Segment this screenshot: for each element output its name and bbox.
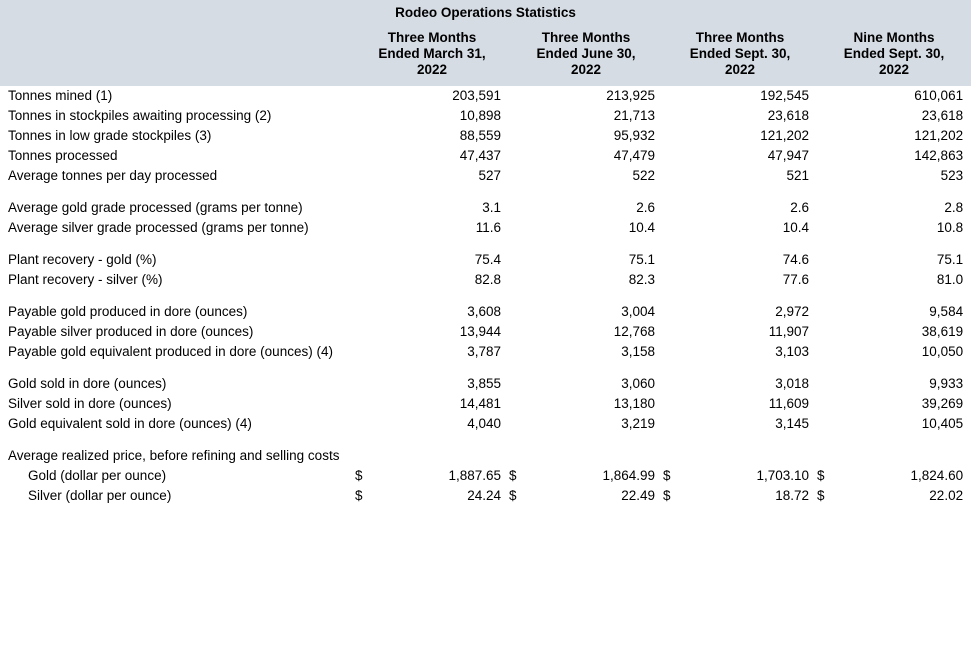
row-label: Silver (dollar per ounce) <box>28 488 172 503</box>
row-label: Gold sold in dore (ounces) <box>8 376 167 391</box>
currency-symbol-4 <box>817 198 835 218</box>
cell-value-1 <box>373 446 509 466</box>
currency-symbol-4 <box>817 290 835 302</box>
cell-value-2: 95,932 <box>613 128 655 143</box>
cell-value-2: 213,925 <box>606 88 655 103</box>
table-row <box>0 218 971 238</box>
cell-value-4: 121,202 <box>914 128 964 143</box>
table-row <box>0 446 971 466</box>
cell-value-4 <box>835 290 971 302</box>
currency-symbol-3 <box>663 322 681 342</box>
cell-value-4: 10.8 <box>936 220 964 235</box>
currency-symbol-4 <box>817 106 835 126</box>
currency-symbol-4 <box>817 342 835 362</box>
currency-symbol-4 <box>817 394 835 414</box>
cell-value-3: 121,202 <box>760 128 809 143</box>
row-label <box>0 434 355 446</box>
currency-symbol-1 <box>355 302 373 322</box>
row-label: Payable silver produced in dore (ounces) <box>8 324 254 339</box>
currency-symbol-3 <box>663 106 681 126</box>
currency-symbol-1 <box>355 238 373 250</box>
column-header-3 <box>663 26 817 86</box>
cell-value-1: 14,481 <box>459 396 501 411</box>
currency-symbol-4 <box>817 446 835 466</box>
currency-symbol-3 <box>663 250 681 270</box>
cell-value-4: 38,619 <box>921 324 964 339</box>
column-header-1 <box>355 26 509 86</box>
table-row <box>0 322 971 342</box>
currency-symbol-1 <box>355 218 373 238</box>
table-row <box>0 374 971 394</box>
header-blank-cell <box>0 26 355 86</box>
cell-value-1: 13,944 <box>459 324 501 339</box>
table-spacer-row <box>0 186 971 198</box>
table-row <box>0 486 971 506</box>
column-header-4-line2: Ended Sept. 30, <box>843 46 945 61</box>
column-header-3-line1: Three Months <box>695 30 785 45</box>
cell-value-4: 9,933 <box>929 376 964 391</box>
cell-value-1: 75.4 <box>474 252 501 267</box>
cell-value-2: 3,158 <box>621 344 655 359</box>
row-label <box>0 186 355 198</box>
cell-value-4: 22.02 <box>929 488 964 503</box>
currency-symbol-1 <box>355 374 373 394</box>
cell-value-4: 9,584 <box>929 304 964 319</box>
cell-value-4: 523 <box>940 168 964 183</box>
currency-symbol-3 <box>663 290 681 302</box>
currency-symbol-2 <box>509 290 527 302</box>
cell-value-1: 3,787 <box>467 344 501 359</box>
currency-symbol-3 <box>663 166 681 186</box>
table-spacer-row <box>0 238 971 250</box>
row-label: Plant recovery - gold (%) <box>8 252 157 267</box>
table-row <box>0 302 971 322</box>
currency-symbol-3 <box>663 86 681 106</box>
table-row <box>0 466 971 486</box>
currency-symbol-4 <box>817 166 835 186</box>
column-header-1-line1: Three Months <box>387 30 477 45</box>
currency-symbol-3 <box>663 238 681 250</box>
cell-value-1 <box>373 290 509 302</box>
cell-value-3: 74.6 <box>782 252 809 267</box>
cell-value-1: 3,855 <box>467 376 501 391</box>
currency-symbol-3 <box>663 342 681 362</box>
cell-value-1: 11.6 <box>475 220 501 235</box>
cell-value-1: 82.8 <box>474 272 501 287</box>
row-label: Gold (dollar per ounce) <box>28 468 167 483</box>
table-row <box>0 250 971 270</box>
currency-symbol-3: $ <box>663 488 671 503</box>
cell-value-3 <box>681 238 817 250</box>
cell-value-2: 522 <box>632 168 655 183</box>
currency-symbol-4 <box>817 186 835 198</box>
currency-symbol-1 <box>355 250 373 270</box>
currency-symbol-4: $ <box>817 468 825 483</box>
currency-symbol-2 <box>509 106 527 126</box>
cell-value-2: 2.6 <box>636 200 655 215</box>
currency-symbol-4 <box>817 126 835 146</box>
cell-value-1: 4,040 <box>467 416 501 431</box>
cell-value-4: 81.0 <box>936 272 964 287</box>
cell-value-3: 1,703.10 <box>756 468 809 483</box>
table-row <box>0 270 971 290</box>
table-row <box>0 146 971 166</box>
currency-symbol-4 <box>817 146 835 166</box>
cell-value-1: 3,608 <box>467 304 501 319</box>
currency-symbol-4: $ <box>817 488 825 503</box>
cell-value-1 <box>373 362 509 374</box>
cell-value-1: 203,591 <box>452 88 501 103</box>
column-header-2 <box>509 26 663 86</box>
cell-value-1 <box>373 186 509 198</box>
row-label: Average gold grade processed (grams per tonne) <box>8 200 303 215</box>
column-header-3-line2: Ended Sept. 30, <box>689 46 791 61</box>
table-row <box>0 342 971 362</box>
cell-value-1: 24.24 <box>467 488 501 503</box>
currency-symbol-3 <box>663 446 681 466</box>
currency-symbol-3 <box>663 146 681 166</box>
cell-value-1: 47,437 <box>459 148 501 163</box>
cell-value-2 <box>527 434 663 446</box>
table-row <box>0 86 971 106</box>
row-label: Tonnes processed <box>8 148 118 163</box>
currency-symbol-2 <box>509 394 527 414</box>
currency-symbol-2 <box>509 186 527 198</box>
column-header-4-line1: Nine Months <box>853 30 935 45</box>
currency-symbol-1 <box>355 434 373 446</box>
row-label: Tonnes in low grade stockpiles (3) <box>8 128 212 143</box>
currency-symbol-4 <box>817 250 835 270</box>
table-row <box>0 126 971 146</box>
cell-value-3: 2.6 <box>790 200 809 215</box>
table-row <box>0 198 971 218</box>
currency-symbol-2 <box>509 446 527 466</box>
currency-symbol-2 <box>509 270 527 290</box>
cell-value-1: 10,898 <box>459 108 501 123</box>
currency-symbol-1: $ <box>355 488 363 503</box>
cell-value-3 <box>681 446 817 466</box>
cell-value-3: 23,618 <box>767 108 809 123</box>
currency-symbol-3 <box>663 434 681 446</box>
currency-symbol-2 <box>509 342 527 362</box>
currency-symbol-3 <box>663 186 681 198</box>
cell-value-4 <box>835 434 971 446</box>
column-header-1-line2: Ended March 31, <box>378 46 486 61</box>
cell-value-3: 77.6 <box>782 272 809 287</box>
currency-symbol-4 <box>817 302 835 322</box>
currency-symbol-2 <box>509 166 527 186</box>
currency-symbol-1 <box>355 86 373 106</box>
currency-symbol-2 <box>509 198 527 218</box>
currency-symbol-3 <box>663 218 681 238</box>
cell-value-2: 21,713 <box>613 108 655 123</box>
row-label: Average realized price, before refining and selling costs <box>8 448 340 463</box>
currency-symbol-4 <box>817 322 835 342</box>
cell-value-2: 12,768 <box>613 324 655 339</box>
row-label: Gold equivalent sold in dore (ounces) (4) <box>8 416 252 431</box>
currency-symbol-2 <box>509 250 527 270</box>
cell-value-2: 82.3 <box>628 272 655 287</box>
currency-symbol-3 <box>663 126 681 146</box>
page-title: Rodeo Operations Statistics <box>0 0 971 26</box>
currency-symbol-4 <box>817 434 835 446</box>
cell-value-2 <box>527 290 663 302</box>
currency-symbol-3 <box>663 414 681 434</box>
cell-value-1: 3.1 <box>482 200 501 215</box>
currency-symbol-3 <box>663 362 681 374</box>
column-header-4 <box>817 26 971 86</box>
cell-value-3: 18.72 <box>775 488 809 503</box>
cell-value-4: 75.1 <box>936 252 964 267</box>
cell-value-1 <box>373 434 509 446</box>
table-row <box>0 414 971 434</box>
currency-symbol-2: $ <box>509 488 517 503</box>
row-label: Plant recovery - silver (%) <box>8 272 163 287</box>
cell-value-4: 10,405 <box>921 416 964 431</box>
table-row <box>0 106 971 126</box>
table-title-row <box>0 0 971 26</box>
cell-value-2: 75.1 <box>628 252 655 267</box>
cell-value-4 <box>835 238 971 250</box>
column-header-3-line3: 2022 <box>724 62 756 77</box>
cell-value-4 <box>835 362 971 374</box>
table-spacer-row <box>0 362 971 374</box>
currency-symbol-3 <box>663 302 681 322</box>
currency-symbol-3 <box>663 198 681 218</box>
currency-symbol-1 <box>355 126 373 146</box>
table-row <box>0 166 971 186</box>
cell-value-2: 10.4 <box>628 220 655 235</box>
row-label: Payable gold produced in dore (ounces) <box>8 304 248 319</box>
cell-value-2: 3,060 <box>621 376 655 391</box>
currency-symbol-1 <box>355 270 373 290</box>
currency-symbol-2 <box>509 322 527 342</box>
cell-value-3: 47,947 <box>767 148 809 163</box>
cell-value-3: 192,545 <box>760 88 809 103</box>
currency-symbol-1 <box>355 446 373 466</box>
cell-value-3: 521 <box>786 168 809 183</box>
row-label: Tonnes mined (1) <box>8 88 113 103</box>
cell-value-3: 3,145 <box>775 416 809 431</box>
cell-value-4: 10,050 <box>921 344 964 359</box>
currency-symbol-4 <box>817 414 835 434</box>
cell-value-2: 1,864.99 <box>602 468 655 483</box>
column-header-2-line3: 2022 <box>570 62 602 77</box>
currency-symbol-2 <box>509 86 527 106</box>
column-header-4-line3: 2022 <box>879 62 910 77</box>
cell-value-3 <box>681 434 817 446</box>
cell-value-3: 11,609 <box>768 396 809 411</box>
currency-symbol-1 <box>355 322 373 342</box>
currency-symbol-3 <box>663 270 681 290</box>
cell-value-2: 22.49 <box>621 488 655 503</box>
currency-symbol-1 <box>355 146 373 166</box>
cell-value-3 <box>681 290 817 302</box>
row-label: Average silver grade processed (grams per tonne) <box>8 220 309 235</box>
cell-value-2: 3,219 <box>621 416 655 431</box>
currency-symbol-2 <box>509 302 527 322</box>
cell-value-4: 610,061 <box>914 88 964 103</box>
currency-symbol-1 <box>355 342 373 362</box>
currency-symbol-1 <box>355 394 373 414</box>
currency-symbol-2 <box>509 414 527 434</box>
cell-value-2 <box>527 446 663 466</box>
currency-symbol-3 <box>663 394 681 414</box>
currency-symbol-4 <box>817 86 835 106</box>
cell-value-3 <box>681 186 817 198</box>
currency-symbol-1 <box>355 186 373 198</box>
cell-value-4: 2.8 <box>944 200 964 215</box>
cell-value-4: 1,824.60 <box>910 468 964 483</box>
cell-value-3: 11,907 <box>768 324 809 339</box>
currency-symbol-3 <box>663 374 681 394</box>
row-label <box>0 290 355 302</box>
table-row <box>0 394 971 414</box>
currency-symbol-4 <box>817 218 835 238</box>
currency-symbol-3: $ <box>663 468 671 483</box>
table-spacer-row <box>0 434 971 446</box>
currency-symbol-2 <box>509 218 527 238</box>
cell-value-4 <box>835 186 971 198</box>
currency-symbol-4 <box>817 362 835 374</box>
column-header-2-line1: Three Months <box>541 30 631 45</box>
currency-symbol-1 <box>355 198 373 218</box>
currency-symbol-4 <box>817 270 835 290</box>
currency-symbol-2 <box>509 126 527 146</box>
cell-value-2 <box>527 362 663 374</box>
cell-value-2: 3,004 <box>621 304 655 319</box>
currency-symbol-4 <box>817 238 835 250</box>
currency-symbol-1 <box>355 290 373 302</box>
cell-value-3: 10.4 <box>782 220 809 235</box>
cell-value-1: 88,559 <box>459 128 501 143</box>
row-label: Tonnes in stockpiles awaiting processing (2) <box>8 108 272 123</box>
cell-value-1: 1,887.65 <box>448 468 501 483</box>
column-header-1-line3: 2022 <box>416 62 448 77</box>
cell-value-1: 527 <box>478 168 501 183</box>
cell-value-2: 13,180 <box>613 396 655 411</box>
cell-value-4: 142,863 <box>914 148 964 163</box>
cell-value-2: 47,479 <box>613 148 655 163</box>
column-header-2-line2: Ended June 30, <box>536 46 636 61</box>
row-label: Payable gold equivalent produced in dore (ounces) (4) <box>8 344 333 359</box>
table-header-row <box>0 26 971 86</box>
currency-symbol-1 <box>355 166 373 186</box>
cell-value-3 <box>681 362 817 374</box>
cell-value-1 <box>373 238 509 250</box>
row-label: Average tonnes per day processed <box>8 168 218 183</box>
cell-value-4 <box>835 446 971 466</box>
currency-symbol-1: $ <box>355 468 363 483</box>
currency-symbol-1 <box>355 414 373 434</box>
cell-value-3: 2,972 <box>775 304 809 319</box>
cell-value-2 <box>527 186 663 198</box>
currency-symbol-1 <box>355 106 373 126</box>
cell-value-2 <box>527 238 663 250</box>
row-label: Silver sold in dore (ounces) <box>8 396 172 411</box>
currency-symbol-2: $ <box>509 468 517 483</box>
cell-value-3: 3,103 <box>775 344 809 359</box>
table-spacer-row <box>0 290 971 302</box>
currency-symbol-2 <box>509 238 527 250</box>
row-label <box>0 238 355 250</box>
row-label <box>0 362 355 374</box>
currency-symbol-2 <box>509 434 527 446</box>
currency-symbol-2 <box>509 374 527 394</box>
currency-symbol-2 <box>509 146 527 166</box>
cell-value-4: 23,618 <box>921 108 964 123</box>
cell-value-4: 39,269 <box>921 396 964 411</box>
currency-symbol-1 <box>355 362 373 374</box>
cell-value-3: 3,018 <box>775 376 809 391</box>
currency-symbol-4 <box>817 374 835 394</box>
currency-symbol-2 <box>509 362 527 374</box>
